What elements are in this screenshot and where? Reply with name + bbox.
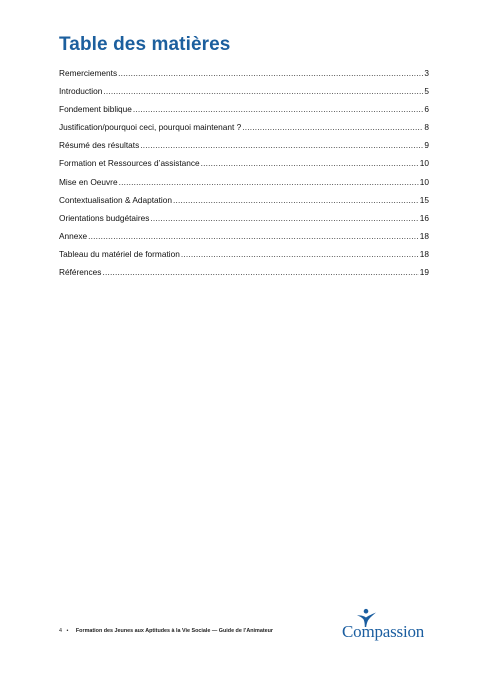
toc-entry-label: Fondement biblique: [59, 104, 132, 115]
toc-dot-leader: [103, 82, 423, 100]
toc-entry-label: Orientations budgétaires: [59, 212, 150, 223]
toc-entry-label: Résumé des résultats: [59, 140, 140, 151]
toc-entry[interactable]: [59, 209, 429, 227]
toc-entry[interactable]: [59, 154, 429, 172]
toc-entry-page: 10: [419, 176, 429, 187]
toc-entry-label: Tableau du matériel de formation: [59, 248, 180, 259]
toc-entry[interactable]: [59, 100, 429, 118]
toc-dot-leader: [140, 136, 423, 154]
footer-page-number: 4: [59, 628, 62, 634]
toc-entry[interactable]: [59, 245, 429, 263]
toc-entry-page: 9: [424, 140, 429, 151]
logo-wordmark: Compassion: [342, 622, 425, 641]
toc-entry-page: 10: [419, 158, 429, 169]
toc-entry-page: 3: [424, 68, 429, 78]
toc-entry-label: Mise en Oeuvre: [59, 176, 118, 187]
toc-entry-page: 6: [424, 104, 429, 115]
toc-entry[interactable]: [59, 263, 429, 281]
toc-entry-page: 19: [419, 267, 429, 278]
toc-entry[interactable]: [59, 82, 429, 100]
toc-entry[interactable]: [59, 118, 429, 136]
toc-dot-leader: [242, 118, 423, 136]
toc-entry-label: Annexe: [59, 230, 88, 241]
toc-entry[interactable]: [59, 191, 429, 209]
page-title: Table des matières: [59, 34, 231, 55]
toc-entry-label: Remerciements: [59, 68, 118, 78]
toc-dot-leader: [88, 227, 419, 245]
toc-dot-leader: [201, 154, 419, 172]
table-of-contents: [59, 64, 429, 281]
toc-entry-page: 16: [419, 212, 429, 223]
compassion-logo: [342, 608, 437, 644]
toc-dot-leader: [119, 173, 419, 191]
toc-entry[interactable]: [59, 227, 429, 245]
toc-entry-label: Contextualisation & Adaptation: [59, 194, 173, 205]
toc-entry-page: 15: [419, 194, 429, 205]
toc-dot-leader: [102, 263, 418, 281]
toc-dot-leader: [118, 64, 423, 82]
toc-entry-page: 18: [419, 230, 429, 241]
toc-entry-label: Formation et Ressources d’assistance: [59, 158, 200, 169]
toc-dot-leader: [173, 191, 419, 209]
footer-document-title: Formation des Jeunes aux Aptitudes à la Vie Sociale — Guide de l’Animateur: [75, 628, 274, 634]
toc-entry-label: Justification/pourquoi ceci, pourquoi maintenant ?: [59, 122, 242, 133]
toc-entry-page: 18: [419, 248, 429, 259]
toc-entry-label: Introduction: [59, 86, 103, 97]
toc-entry[interactable]: [59, 173, 429, 191]
toc-entry-label: Références: [59, 267, 102, 278]
toc-dot-leader: [133, 100, 423, 118]
toc-dot-leader: [150, 209, 418, 227]
toc-entry[interactable]: [59, 136, 429, 154]
toc-entry-page: 8: [424, 122, 429, 133]
toc-entry-page: 5: [424, 86, 429, 97]
footer-bullet: •: [66, 628, 69, 634]
page-footer: [59, 628, 273, 634]
toc-dot-leader: [181, 245, 419, 263]
toc-entry[interactable]: [59, 64, 429, 82]
